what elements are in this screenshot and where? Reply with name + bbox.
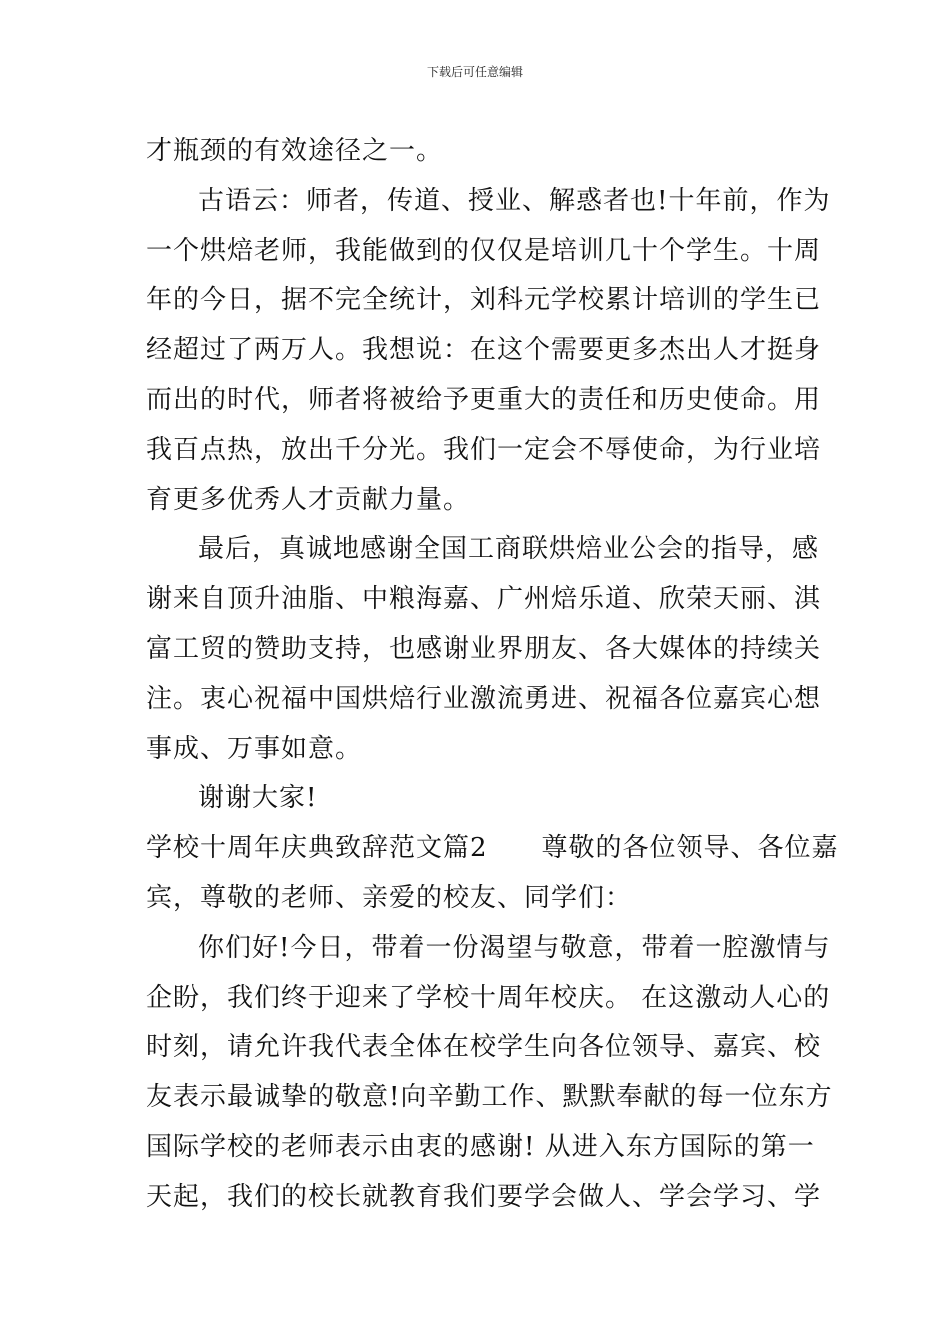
text-line: 经超过了两万人。我想说：在这个需要更多杰出人才挺身 <box>146 335 822 366</box>
paragraph-first-line: 你们好!今日，带着一份渴望与敬意，带着一腔激情与 <box>198 932 831 963</box>
document-body <box>146 127 839 1223</box>
text-line: 国际学校的老师表示由衷的感谢! 从进入东方国际的第一 <box>146 1131 815 1162</box>
paragraph-first-line: 古语云：师者，传道、授业、解惑者也!十年前，作为 <box>198 185 831 216</box>
text-line: 宾，尊敬的老师、亲爱的校友、同学们： <box>146 882 633 913</box>
text-line: 谢来自顶升油脂、中粮海嘉、广州焙乐道、欣荣天丽、淇 <box>146 584 822 615</box>
paragraph-first-line: 谢谢大家! <box>198 783 318 814</box>
text-line: 年的今日，据不完全统计，刘科元学校累计培训的学生已 <box>146 285 822 316</box>
text-line: 一个烘焙老师，我能做到的仅仅是培训几十个学生。十周 <box>146 235 822 266</box>
text-line: 才瓶颈的有效途径之一。 <box>146 136 444 166</box>
text-line: 时刻，请允许我代表全体在校学生向各位领导、嘉宾、校 <box>146 1032 822 1063</box>
text-line: 天起，我们的校长就教育我们要学会做人、学会学习、学 <box>146 1181 822 1212</box>
text-line: 注。衷心祝福中国烘焙行业激流勇进、祝福各位嘉宾心想 <box>146 683 822 714</box>
text-line: 育更多优秀人才贡献力量。 <box>146 484 471 515</box>
text-line: 我百点热，放出千分光。我们一定会不辱使命，为行业培 <box>146 434 822 465</box>
text-line: 而出的时代，师者将被给予更重大的责任和历史使命。用 <box>146 384 822 415</box>
text-line: 富工贸的赞助支持，也感谢业界朋友、各大媒体的持续关 <box>146 633 822 664</box>
text-line: 友表示最诚挚的敬意!向辛勤工作、默默奉献的每一位东方 <box>146 1082 833 1113</box>
text-line: 事成、万事如意。 <box>146 733 363 764</box>
paragraph-first-line: 最后，真诚地感谢全国工商联烘焙业公会的指导，感 <box>198 534 820 565</box>
page-header: 下载后可任意编辑 <box>426 65 523 79</box>
text-line: 企盼，我们终于迎来了学校十周年校庆。 在这激动人心的 <box>146 982 831 1013</box>
section-heading-line: 学校十周年庆典致辞范文篇2 尊敬的各位领导、各位嘉 <box>146 833 839 864</box>
